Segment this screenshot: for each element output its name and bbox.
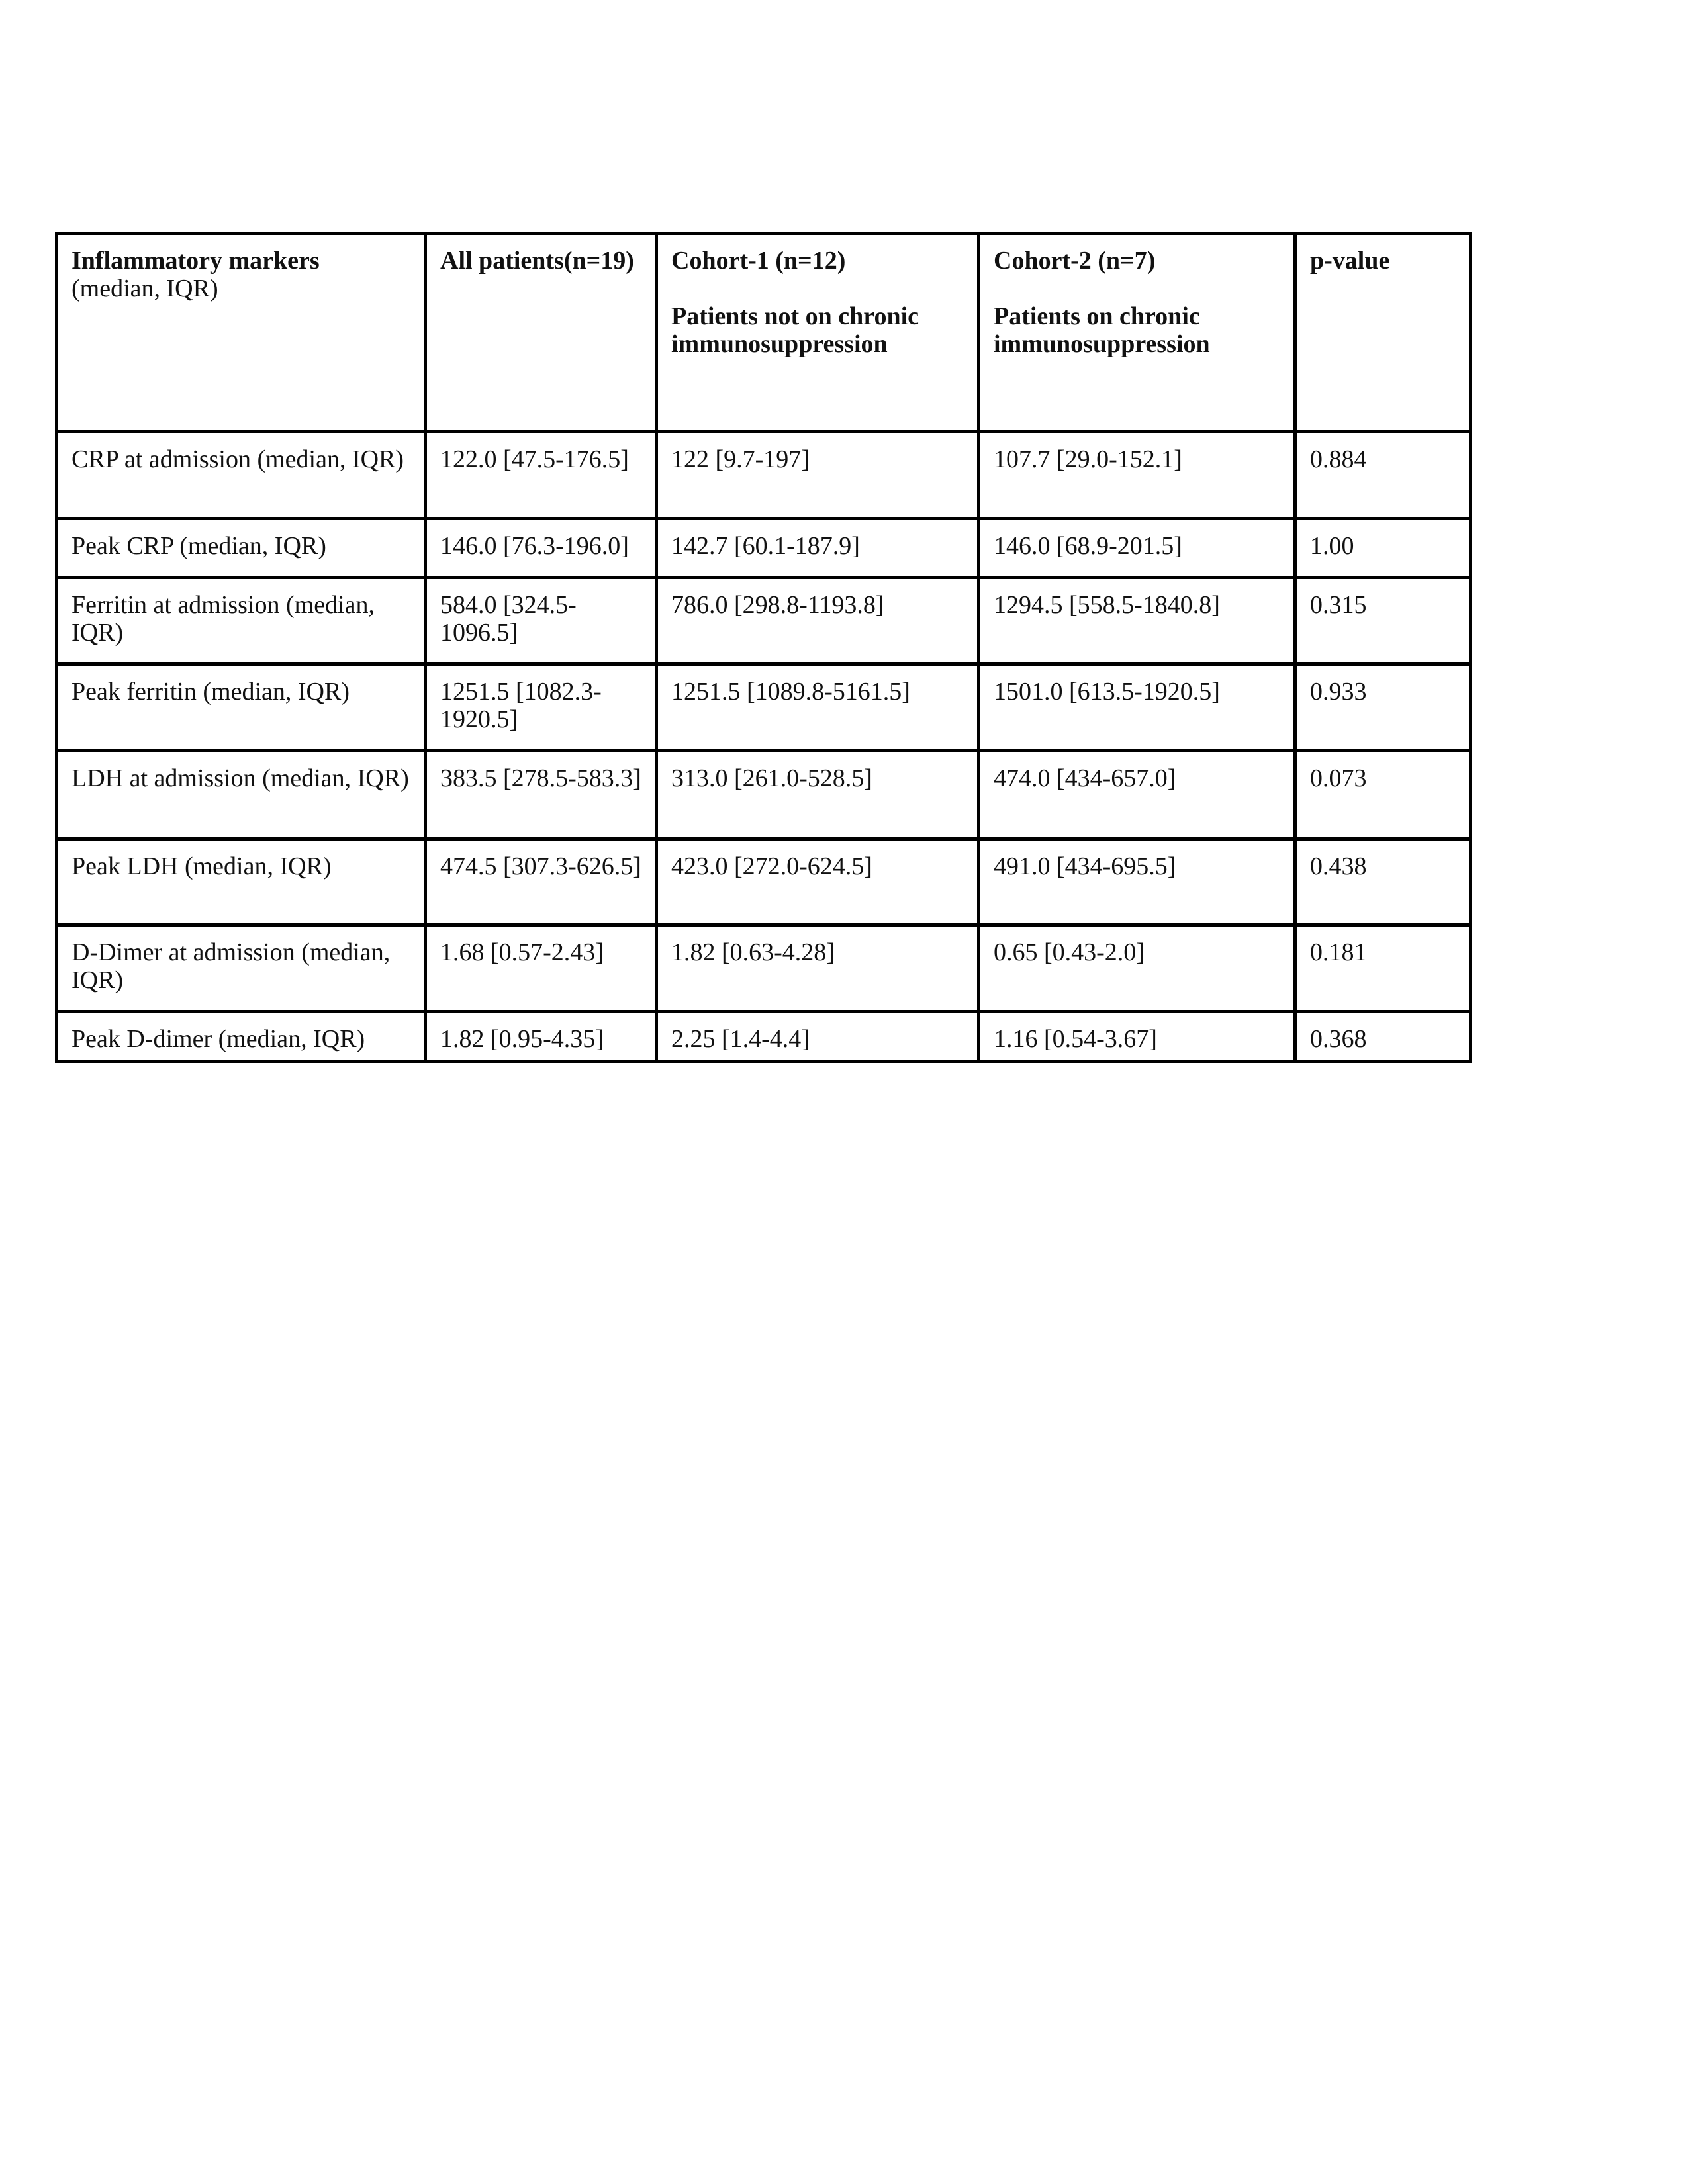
cell-cohort2: 1501.0 [613.5-1920.5]: [979, 664, 1295, 751]
header-cohort2-sub: Patients on chronic immunosuppression: [994, 302, 1210, 358]
header-all-patients: All patients(n=19): [426, 234, 657, 432]
table-row: [57, 925, 1471, 1012]
cell-p: 0.368: [1295, 1012, 1471, 1062]
header-markers: [57, 234, 426, 432]
cell-cohort1: 423.0 [272.0-624.5]: [657, 839, 979, 925]
table-row: [57, 519, 1471, 578]
header-markers-title: Inflammatory markers: [71, 247, 320, 275]
header-p-value: p-value: [1295, 234, 1471, 432]
header-cohort2: [979, 234, 1295, 432]
cell-all: 146.0 [76.3-196.0]: [426, 519, 657, 578]
header-cohort1-title: Cohort-1 (n=12): [671, 247, 846, 275]
cell-cohort1: 142.7 [60.1-187.9]: [657, 519, 979, 578]
cell-cohort2: 474.0 [434-657.0]: [979, 751, 1295, 839]
cell-all: 1.82 [0.95-4.35]: [426, 1012, 657, 1062]
header-cohort1-sub: Patients not on chronic immunosuppression: [671, 302, 919, 358]
cell-p: 0.933: [1295, 664, 1471, 751]
cell-cohort1: 1.82 [0.63-4.28]: [657, 925, 979, 1012]
cell-marker: Peak ferritin (median, IQR): [57, 664, 426, 751]
cell-all: 383.5 [278.5-583.3]: [426, 751, 657, 839]
cell-cohort1: 122 [9.7-197]: [657, 432, 979, 519]
cell-p: 0.073: [1295, 751, 1471, 839]
header-cohort2-title: Cohort-2 (n=7): [994, 247, 1156, 275]
cell-cohort2: 107.7 [29.0-152.1]: [979, 432, 1295, 519]
header-markers-sub: (median, IQR): [71, 275, 218, 302]
inflammatory-markers-table: [55, 232, 1472, 1063]
cell-cohort1: 313.0 [261.0-528.5]: [657, 751, 979, 839]
cell-marker: Ferritin at admission (median, IQR): [57, 578, 426, 664]
cell-p: 0.884: [1295, 432, 1471, 519]
table-header-row: [57, 234, 1471, 432]
cell-all: 1251.5 [1082.3-1920.5]: [426, 664, 657, 751]
table-row: [57, 751, 1471, 839]
cell-cohort2: 0.65 [0.43-2.0]: [979, 925, 1295, 1012]
cell-cohort1: 2.25 [1.4-4.4]: [657, 1012, 979, 1062]
cell-all: 122.0 [47.5-176.5]: [426, 432, 657, 519]
cell-p: 0.315: [1295, 578, 1471, 664]
table-row: [57, 432, 1471, 519]
cell-cohort2: 1294.5 [558.5-1840.8]: [979, 578, 1295, 664]
cell-p: 1.00: [1295, 519, 1471, 578]
table-row: [57, 578, 1471, 664]
cell-all: 584.0 [324.5-1096.5]: [426, 578, 657, 664]
cell-cohort1: 786.0 [298.8-1193.8]: [657, 578, 979, 664]
cell-cohort2: 491.0 [434-695.5]: [979, 839, 1295, 925]
cell-marker: LDH at admission (median, IQR): [57, 751, 426, 839]
cell-marker: Peak CRP (median, IQR): [57, 519, 426, 578]
cell-cohort1: 1251.5 [1089.8-5161.5]: [657, 664, 979, 751]
header-cohort1: [657, 234, 979, 432]
cell-cohort2: 1.16 [0.54-3.67]: [979, 1012, 1295, 1062]
cell-all: 1.68 [0.57-2.43]: [426, 925, 657, 1012]
cell-p: 0.181: [1295, 925, 1471, 1012]
cell-marker: CRP at admission (median, IQR): [57, 432, 426, 519]
table-row: [57, 664, 1471, 751]
table-row: [57, 1012, 1471, 1062]
cell-marker: D-Dimer at admission (median, IQR): [57, 925, 426, 1012]
cell-p: 0.438: [1295, 839, 1471, 925]
table-row: [57, 839, 1471, 925]
cell-cohort2: 146.0 [68.9-201.5]: [979, 519, 1295, 578]
cell-marker: Peak LDH (median, IQR): [57, 839, 426, 925]
cell-marker: Peak D-dimer (median, IQR): [57, 1012, 426, 1062]
cell-all: 474.5 [307.3-626.5]: [426, 839, 657, 925]
